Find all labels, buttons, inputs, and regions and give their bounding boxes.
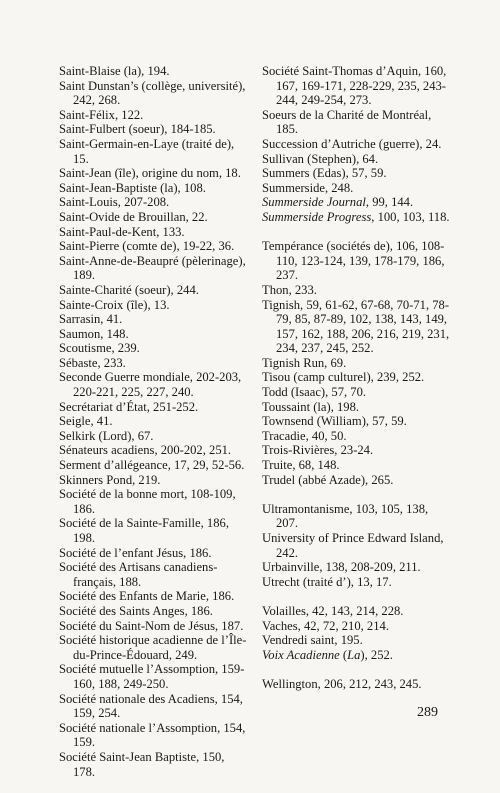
index-entry: Tignish Run, 69. [262,355,347,370]
index-entry: Sainte-Croix (île), 13. [59,297,170,312]
index-entry: Ultramontanisme, 103, 105, 138, 207. [262,501,429,531]
entry-text: , 99, 144. [365,195,414,210]
index-entry: Société nationale des Acadiens, 154, 159, 254. [59,691,243,721]
index-entry: Skinners Pond, 219. [59,472,161,487]
index-entry: Saint-Jean (île), origine du nom, 18. [59,166,241,181]
entry-text: , 100, 103, 118. [371,209,450,224]
index-entry: Saint-Jean-Baptiste (la), 108. [59,180,206,195]
index-entry [262,210,452,225]
entry-text: ), 252. [360,647,393,662]
entry-title-italic: Summerside Journal [262,195,366,210]
index-entry: Saint-Louis, 207-208. [59,195,170,210]
page-number: 289 [417,705,438,720]
index-entry: Saint-Germain-en-Laye (traité de), 15. [59,136,235,166]
index-entry: Summerside, 248. [262,180,354,195]
entry-title-italic: La [347,647,361,662]
index-entry: Sébaste, 233. [59,355,126,370]
index-entry: Société historique acadienne de l’Île-du-Prince-Édouard, 249. [59,633,247,662]
index-entry: Société de la Sainte-Famille, 186, 198. [59,516,229,545]
index-entry: Société de la bonne mort, 108-109, 186. [59,487,236,516]
index-entry: Trudel (abbé Azade), 265. [262,472,394,487]
index-entry: Saumon, 148. [59,326,129,341]
entry-text: ( [339,647,348,662]
index-entry: Vaches, 42, 72, 210, 214. [262,618,389,633]
index-entry: Sénateurs acadiens, 200-202, 251. [59,443,232,458]
index-entry: Urbainville, 138, 208-209, 211. [262,560,421,575]
index-entry: Saint Dunstan’s (collège, université), 242, 268. [59,78,246,108]
index-entry: Saint-Anne-de-Beaupré (pèlerinage), 189. [59,253,246,283]
index-entry: Tignish, 59, 61-62, 67-68, 70-71, 78-79, 85, 87-89, 102, 138, 143, 149, 157, 162, 188, 206, 216, 219, 231, 234, 237, 245, 252. [262,297,450,356]
index-entry: Sainte-Charité (soeur), 244. [59,282,199,297]
index-entry: Société nationale l’Assomption, 154, 159. [59,720,246,750]
index-entry: Saint-Paul-de-Kent, 133. [59,224,185,239]
index-entry: Thon, 233. [262,282,317,297]
index-entry [262,195,452,210]
index-entry: Société de l’enfant Jésus, 186. [59,545,212,560]
index-column-left [59,64,249,779]
section-gap [262,487,452,502]
index-entry: Société Saint-Jean Baptiste, 150, 178. [59,749,225,779]
index-entry: Saint-Blaise (la), 194. [59,64,170,78]
index-entry: Tisou (camp culturel), 239, 252. [262,370,425,385]
entry-title-italic: Voix Acadienne [262,647,340,662]
index-entry: Serment d’allégeance, 17, 29, 52-56. [59,458,245,473]
index-entry: Tempérance (sociétés de), 106, 108-110, 123-124, 139, 178-179, 186, 237. [262,239,445,283]
section-gap [262,225,452,240]
index-entry: Townsend (William), 57, 59. [262,414,407,429]
index-entry: Utrecht (traité d’), 13, 17. [262,574,392,589]
index-entry: Seconde Guerre mondiale, 202-203, 220-221, 225, 227, 240. [59,370,242,400]
index-entry: Trois-Rivières, 23-24. [262,443,374,458]
index-entry: Vendredi saint, 195. [262,633,363,648]
index-entry: Soeurs de la Charité de Montréal, 185. [262,107,432,137]
index-entry: Société Saint-Thomas d’Aquin, 160, 167, 169-171, 228-229, 235, 243-244, 249-254, 273. [262,64,447,108]
index-entry: Volailles, 42, 143, 214, 228. [262,603,404,618]
index-entry: Selkirk (Lord), 67. [59,428,154,443]
index-entry: Société des Enfants de Marie, 186. [59,589,235,604]
index-entry: Wellington, 206, 212, 243, 245. [262,676,422,691]
index-column-right [262,64,452,692]
section-gap [262,662,452,677]
index-entry: Summers (Edas), 57, 59. [262,166,387,181]
index-entry: Succession d’Autriche (guerre), 24. [262,136,442,151]
index-entry: Todd (Isaac), 57, 70. [262,385,367,400]
index-entry: Seigle, 41. [59,414,113,429]
index-entry: Sullivan (Stephen), 64. [262,151,379,166]
index-entry [262,648,452,663]
index-entry: Sarrasin, 41. [59,312,123,327]
index-entry: Scoutisme, 239. [59,341,140,356]
index-entry: University of Prince Edward Island, 242. [262,531,444,560]
index-entry: Saint-Félix, 122. [59,107,144,122]
section-gap [262,589,452,604]
index-entry: Saint-Fulbert (soeur), 184-185. [59,122,216,137]
index-entry: Société du Saint-Nom de Jésus, 187. [59,618,244,633]
index-entry: Saint-Ovide de Brouillan, 22. [59,209,208,224]
index-entry: Toussaint (la), 198. [262,399,360,414]
entry-title-italic: Summerside Progress [262,209,372,224]
index-entry: Saint-Pierre (comte de), 19-22, 36. [59,239,235,254]
index-entry: Société mutuelle l’Assomption, 159-160, 188, 249-250. [59,662,245,691]
index-entry: Société des Artisans canadiens-français, 188. [59,560,218,589]
index-entry: Secrétariat d’État, 251-252. [59,399,199,414]
index-entry: Tracadie, 40, 50. [262,428,347,443]
index-entry: Truite, 68, 148. [262,458,340,473]
index-entry: Société des Saints Anges, 186. [59,603,213,618]
